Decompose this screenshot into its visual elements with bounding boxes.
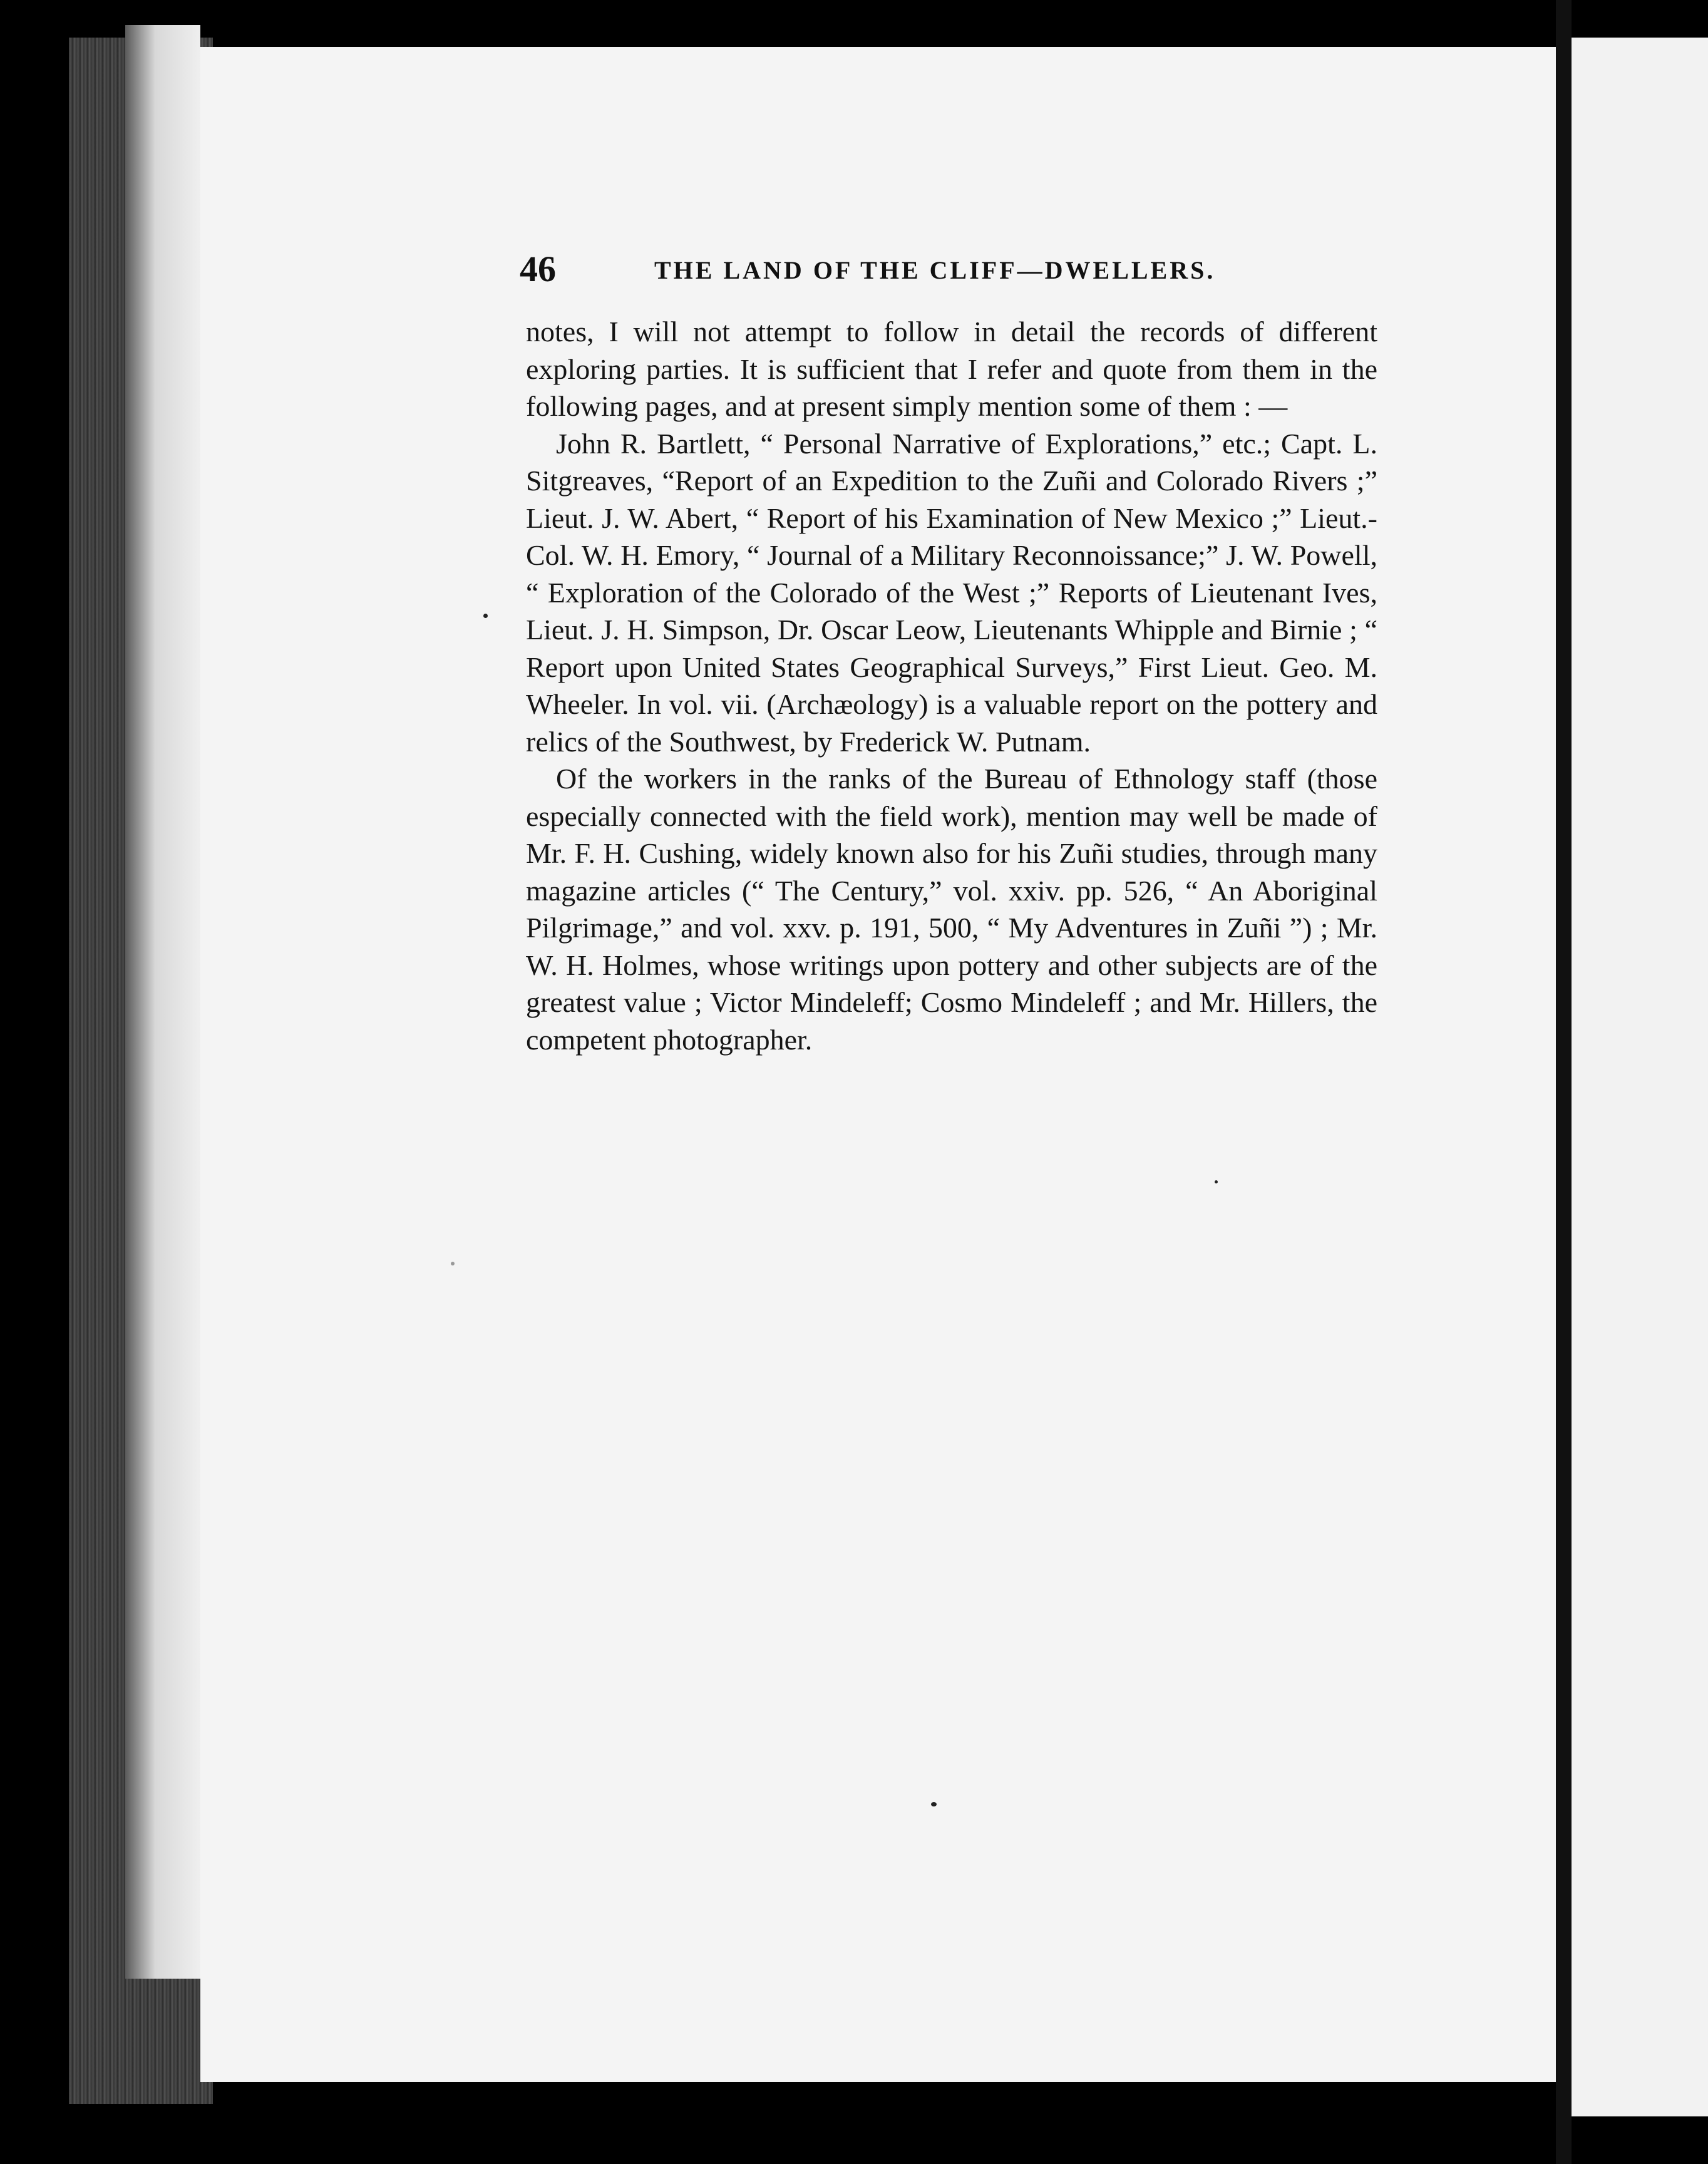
page-body <box>526 313 1377 1058</box>
ink-speck <box>483 614 488 618</box>
page-number: 46 <box>520 249 556 289</box>
ink-speck <box>1215 1180 1218 1183</box>
page-header <box>520 247 1371 291</box>
paragraph-references: John R. Bartlett, “ Personal Narrative of Explorations,” etc.; Capt. L. Sitgreaves, “Report of an Expedition to the Zuñi and Colorado Rivers ;” Lieut. J. W. Abert, “ Report of his Examination of New Mexico ;” Lieut.-Col. W. H. Emory, “ Journal of a Military Reconnoissance;” J. W. Powell, “ Exploration of the Colorado of the West ;” Reports of Lieutenant Ives, Lieut. J. H. Simpson, Dr. Oscar Leow, Lieutenants Whipple and Birnie ; “ Report upon United States Geographical Surveys,” First Lieut. Geo. M. Wheeler. In vol. vii. (Archæology) is a valuable report on the pottery and relics of the Southwest, by Frederick W. Putnam. <box>526 427 1377 758</box>
paragraph-continuation: notes, I will not attempt to follow in detail the records of different exploring parties. It is sufficient that I refer and quote from them in the following pages, and at present simply mention some of them : — <box>526 316 1377 422</box>
book-page-edges-light <box>125 25 200 1979</box>
gutter-shadow <box>1556 0 1572 2164</box>
ink-speck <box>451 1262 455 1265</box>
ink-speck <box>931 1802 937 1806</box>
paragraph-bureau-workers: Of the workers in the ranks of the Bureau of Ethnology staff (those especially connected with the field work), mention may well be made of Mr. F. H. Cushing, widely known also for his Zuñi studies, through many magazine articles (“ The Century,” vol. xxiv. pp. 526, “ An Aboriginal Pilgrimage,” and vol. xxv. p. 191, 500, “ My Adventures in Zuñi ”) ; Mr. W. H. Holmes, whose writings upon pottery and other subjects are of the greatest value ; Victor Mindeleff; Cosmo Mindeleff ; and Mr. Hillers, the competent photographer. <box>526 763 1377 1056</box>
facing-page-edge <box>1572 38 1708 2116</box>
running-title: THE LAND OF THE CLIFF—DWELLERS. <box>654 256 1216 284</box>
